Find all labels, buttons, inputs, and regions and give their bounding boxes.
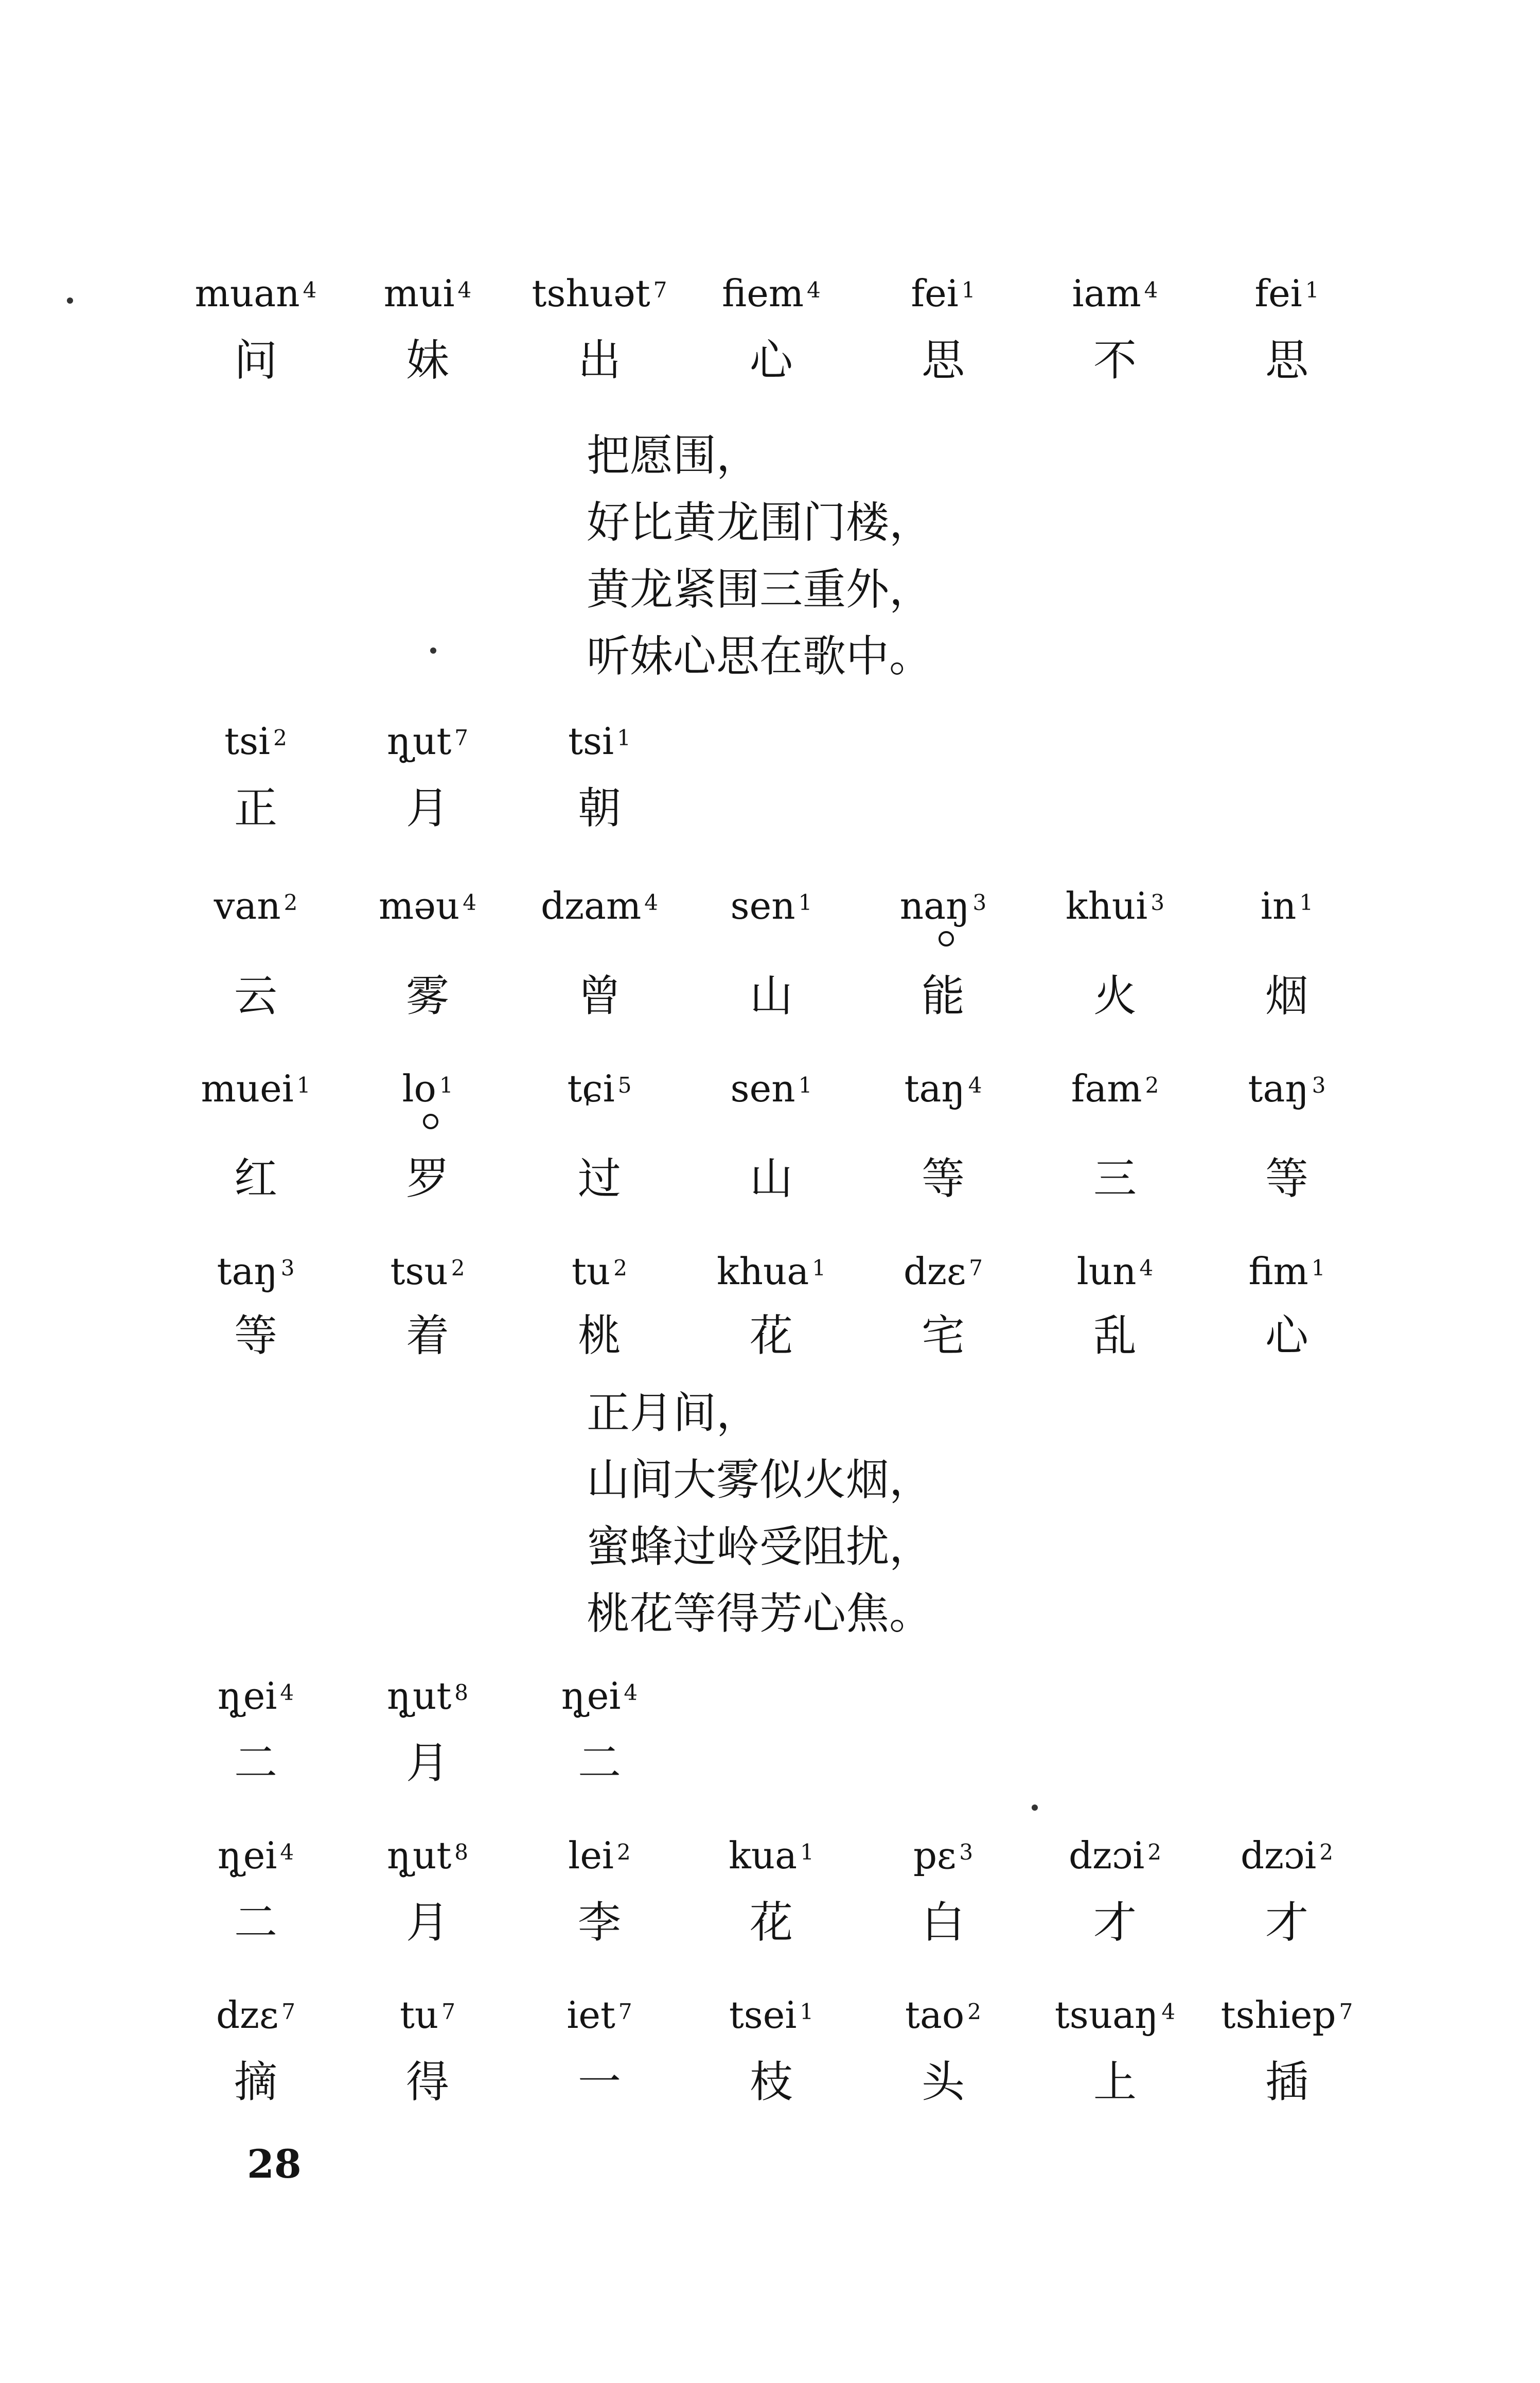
romanization: tao $^2$	[905, 1993, 981, 2037]
romanization: ɳ̥ut $^8$	[387, 1834, 468, 1877]
romanization-row	[170, 1248, 1374, 1294]
character: 上	[1093, 2057, 1137, 2107]
verse-line: 好比黄龙围门楼，	[587, 497, 933, 548]
romanization: kua $^1$	[729, 1834, 814, 1877]
page-number: 28	[247, 2141, 302, 2187]
verse-line: 山间大雾似火烟，	[587, 1455, 933, 1505]
romanization: tsi $^2$	[224, 720, 287, 763]
romanization: fim $^1$	[1248, 1250, 1325, 1293]
gloss-block	[170, 718, 1374, 1364]
character: 月	[405, 783, 449, 833]
circle-mark-icon	[423, 1114, 438, 1129]
romanization: mui $^4$	[383, 272, 472, 315]
character: 云	[234, 971, 277, 1021]
character: 等	[234, 1310, 277, 1361]
verse-line: 正月间，	[587, 1388, 760, 1438]
romanization: tsuaŋ $^4$	[1054, 1993, 1176, 2037]
romanization: naŋ $^3$	[857, 883, 1029, 929]
character: 花	[749, 1897, 793, 1948]
romanization: tsu $^2$	[390, 1250, 465, 1293]
romanization: pɛ $^3$	[913, 1834, 973, 1877]
character-row	[170, 332, 1374, 389]
character-row	[170, 780, 1374, 836]
romanization: fam $^2$	[1071, 1067, 1159, 1110]
character-row	[170, 1894, 1374, 1951]
character: 李	[577, 1897, 621, 1948]
character: 雾	[405, 971, 449, 1021]
romanization: ɳ̥ut $^8$	[387, 1674, 468, 1718]
character: 能	[921, 971, 965, 1021]
circle-mark-icon	[939, 931, 954, 947]
verse-block	[587, 422, 1204, 690]
romanization: muan $^4$	[194, 272, 317, 315]
character: 得	[405, 2057, 449, 2107]
character: 思	[1265, 335, 1308, 386]
character: 插	[1265, 2057, 1308, 2107]
romanization-row	[170, 270, 1374, 317]
character: 山	[749, 1153, 793, 1204]
character: 罗	[405, 1153, 449, 1204]
romanization: fei $^1$	[911, 272, 976, 315]
romanization-row	[170, 883, 1374, 929]
romanization: in $^1$	[1260, 884, 1314, 927]
character-row	[170, 1150, 1374, 1207]
verse-line: 听妹心思在歌中。	[587, 631, 933, 681]
romanization: dzɔi $^2$	[1240, 1834, 1334, 1877]
romanization: tsei $^1$	[729, 1993, 814, 2037]
romanization: sen $^1$	[730, 1067, 812, 1110]
romanization-row	[170, 718, 1374, 764]
character: 烟	[1265, 971, 1308, 1021]
character: 山	[749, 971, 793, 1021]
character: 过	[577, 1153, 621, 1204]
character: 着	[405, 1310, 449, 1361]
character: 月	[405, 1897, 449, 1948]
romanization: məu $^4$	[379, 884, 476, 927]
romanization: van $^2$	[214, 884, 298, 927]
character-row	[170, 1734, 1374, 1791]
character: 问	[234, 335, 277, 386]
character: 一	[577, 2057, 621, 2107]
character: 朝	[577, 783, 621, 833]
character: 心	[749, 335, 793, 386]
romanization: tu $^7$	[399, 1993, 456, 2037]
character-row	[170, 968, 1374, 1024]
romanization: tsi $^1$	[568, 720, 631, 763]
character: 摘	[234, 2057, 277, 2107]
romanization: iet $^7$	[567, 1993, 632, 2037]
romanization: taŋ $^3$	[217, 1250, 295, 1293]
romanization: dzɛ $^7$	[903, 1250, 983, 1293]
character: 等	[1265, 1153, 1308, 1204]
character: 三	[1093, 1153, 1137, 1204]
romanization: fiem $^4$	[722, 272, 821, 315]
romanization: lun $^4$	[1076, 1250, 1154, 1293]
character: 二	[234, 1897, 277, 1948]
character: 白	[921, 1897, 965, 1948]
romanization: ɳ̥ei $^4$	[217, 1674, 294, 1718]
character: 枝	[749, 2057, 793, 2107]
romanization: khua $^1$	[716, 1250, 826, 1293]
romanization: dzɔi $^2$	[1068, 1834, 1162, 1877]
character: 妹	[405, 335, 449, 386]
character: 红	[234, 1153, 277, 1204]
romanization: muei $^1$	[201, 1067, 311, 1110]
romanization: lo $^1$	[342, 1065, 514, 1112]
romanization-row	[170, 1673, 1374, 1719]
character: 才	[1093, 1897, 1137, 1948]
romanization: iam $^4$	[1072, 272, 1158, 315]
character: 正	[234, 783, 277, 833]
romanization-row	[170, 1992, 1374, 2038]
romanization-row	[170, 1065, 1374, 1112]
character: 月	[405, 1738, 449, 1788]
character: 等	[921, 1153, 965, 1204]
romanization: tshiep $^7$	[1220, 1993, 1353, 2037]
scan-speck	[1032, 1804, 1038, 1811]
character: 乱	[1093, 1310, 1137, 1361]
romanization: ɳ̥ei $^4$	[561, 1674, 638, 1718]
romanization: ɳ̥ut $^7$	[387, 720, 468, 763]
romanization: dzam $^4$	[541, 884, 658, 927]
character: 不	[1093, 335, 1137, 386]
verse-line: 蜜蜂过岭受阻扰，	[587, 1521, 933, 1572]
character: 花	[749, 1310, 793, 1361]
romanization: dzɛ $^7$	[216, 1993, 296, 2037]
verse-block	[587, 1379, 1204, 1647]
romanization: taŋ $^3$	[1248, 1067, 1326, 1110]
romanization: sen $^1$	[730, 884, 812, 927]
character: 出	[577, 335, 621, 386]
gloss-block	[170, 270, 1374, 389]
character: 才	[1265, 1897, 1308, 1948]
character: 桃	[577, 1310, 621, 1361]
romanization: taŋ $^4$	[904, 1067, 982, 1110]
romanization: khui $^3$	[1065, 884, 1165, 927]
character: 二	[577, 1738, 621, 1788]
character-row	[170, 2054, 1374, 2110]
romanization-row	[170, 1832, 1374, 1879]
verse-line: 把愿围，	[587, 430, 760, 481]
verse-line: 黄龙紧围三重外，	[587, 564, 933, 615]
scan-speck	[67, 297, 73, 304]
romanization: fei $^1$	[1254, 272, 1319, 315]
character: 曾	[577, 971, 621, 1021]
character-row	[170, 1307, 1374, 1364]
scan-speck	[430, 647, 436, 654]
romanization: tu $^2$	[571, 1250, 628, 1293]
character: 二	[234, 1738, 277, 1788]
gloss-block	[170, 1673, 1374, 2110]
romanization: ɳ̥ei $^4$	[217, 1834, 294, 1877]
character: 火	[1093, 971, 1137, 1021]
romanization: lei $^2$	[568, 1834, 631, 1877]
romanization: tshuət $^7$	[532, 272, 667, 315]
romanization: tɕi $^5$	[567, 1067, 632, 1110]
character: 思	[921, 335, 965, 386]
verse-line: 桃花等得芳心焦。	[587, 1588, 933, 1639]
character: 心	[1265, 1310, 1308, 1361]
character: 宅	[921, 1310, 965, 1361]
character: 头	[921, 2057, 965, 2107]
